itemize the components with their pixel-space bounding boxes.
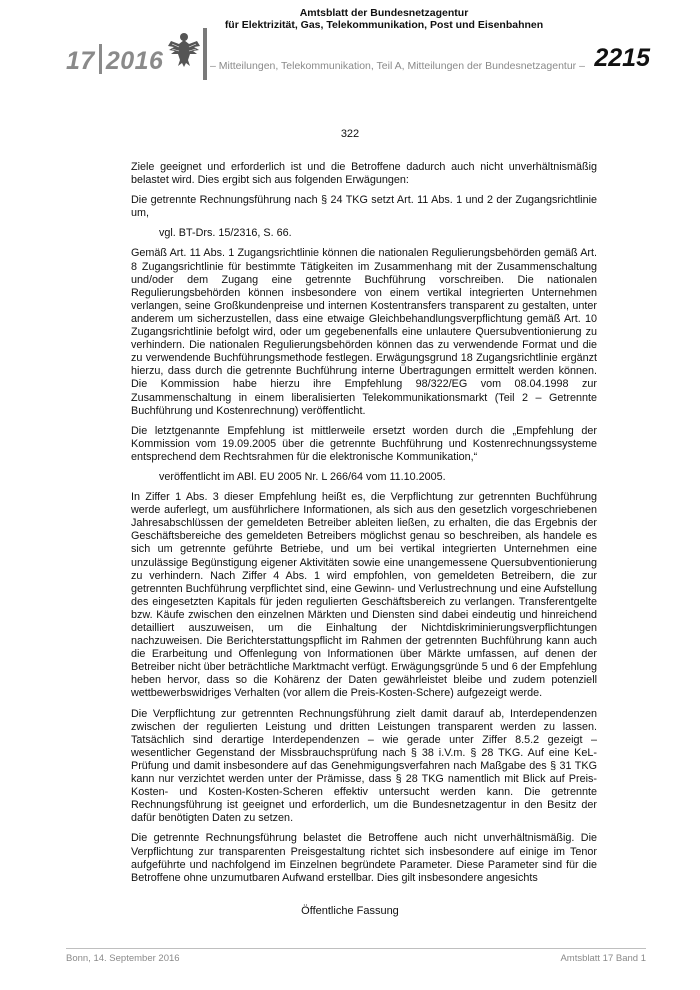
- citation: veröffentlicht im ABl. EU 2005 Nr. L 266/64 vom 11.10.2005.: [159, 470, 446, 483]
- page-number: 2215: [594, 44, 650, 72]
- gazette-title-line1: Amtsblatt der Bundesnetzagentur: [299, 7, 469, 19]
- issue-year: 2016: [105, 47, 164, 75]
- gazette-title: [214, 7, 554, 31]
- footer-issue: Amtsblatt 17 Band 1: [560, 953, 646, 964]
- gazette-subtitle: – Mitteilungen, Telekommunikation, Teil A, Mitteilungen der Bundesnetzagentur –: [210, 60, 585, 72]
- page-header: [0, 0, 700, 90]
- paragraph: In Ziffer 1 Abs. 3 dieser Empfehlung heißt es, die Verpflichtung zur getrennten Buchführung werde auferlegt, um ausführlichere Informationen, als sich aus den gesetzlich vorgeschriebenen Jahresabschlüssen der gemeldeten Betreiber ableiten ließen, zu erhalten, die das Ergebnis der Geschäftsbereiche des gemeldeten Betreibers möglichst genau so beschreiben, als handele es sich um getrennte geführte Betriebe, und um bei vertikal integrierten Unternehmen eine unzulässige Begünstigung eigener Aktivitäten sowie eine unangemessene Quersubventionierung zu verhindern. Nach Ziffer 4 Abs. 1 wird empfohlen, von gemeldeten Betreibern, die zur getrennten Buchführung verpflichtet sind, eine Gewinn- und Verlustrechnung und eine Aufstellung des eingesetzten Kapitals für jeden regulierten Geschäftsbereich zu verlangen. Transferentgelte bzw. Käufe zwischen den einzelnen Märkten und Diensten sind dabei eindeutig und hinreichend detailliert auszuweisen, um die Einhaltung der Nichtdiskriminierungsverpflichtungen nachzuweisen. Die Berichterstattungspflicht im Rahmen der getrennten Buchführung kann auch die Erarbeitung und Offenlegung von Informationen über Märkte umfassen, auf denen der Betreiber nicht über beträchtliche Marktmacht verfügt. Erwägungsgründe 5 und 6 der Empfehlung heben hervor, dass so die Kohärenz der Daten gewährleistet bleibe und zudem potenziell wettbewerbswidriges Verhalten (vor allem die Preis-Kosten-Schere) aufgezeigt werde.: [131, 491, 597, 700]
- paragraph: Die getrennte Rechnungsführung belastet die Betroffene auch nicht unverhältnismäßig. Die Verpflichtung zur transparenten Preisgestaltung richtet sich insbesondere auf einige im Tenor aufgeführte und nachfolgend im Einzelnen begründete Parameter. Diese Parameter sind für die Betroffene ohne unzumutbaren Aufwand erstellbar. Dies gilt insbesondere angesichts: [131, 832, 597, 884]
- paragraph: Ziele geeignet und erforderlich ist und die Betroffene dadurch auch nicht unverhältnismäßig belastet wird. Dies ergibt sich aus folgenden Erwägungen:: [131, 161, 597, 187]
- paragraph: Die letztgenannte Empfehlung ist mittlerweile ersetzt worden durch die „Empfehlung der Kommission vom 19.09.2005 über die getrennte Buchführung und Kostenrechnungssysteme entsprechend dem Rechtsrahmen für die elektronische Kommunikation,“: [131, 424, 597, 463]
- public-version-label: Öffentliche Fassung: [301, 905, 399, 917]
- paragraph: Gemäß Art. 11 Abs. 1 Zugangsrichtlinie können die nationalen Regulierungsbehörden gemäß Art. 8 Zugangsrichtlinie für bestimmte Tätigkeiten im Zusammenhang mit der Zusammenschaltung und/oder dem Zugang eine getrennte Buchführung vorschreiben. Die nationalen Regulierungsbehörden können insbesondere von einem vertikal integrierten Unternehmen verlangen, seine Großkundenpreise und internen Kostentransfers transparent zu gestalten, unter anderem um sicherzustellen, dass eine etwaige Gleichbehandlungsverpflichtung gemäß Art. 10 Zugangsrichtlinie befolgt wird, oder um gegebenenfalls eine unlautere Quersubventionierung zu verhindern. Die nationalen Regulierungsbehörden können das zu verwendende Format und die zu verwendende Buchführungsmethode festlegen. Erwägungsgrund 18 Zugangsrichtlinie ergänzt hierzu, dass durch die getrennte Buchführung interne Übertragungen ermittelt werden können. Die Kommission habe hierzu ihre Empfehlung 98/322/EG vom 08.04.1998 zur Zusammenschaltung in einem liberalisierten Telekommunikationsmarkt (Teil 2 – Getrennte Buchführung und Kostenrechnung) veröffentlicht.: [131, 247, 597, 417]
- paragraph: Die Verpflichtung zur getrennten Rechnungsführung zielt damit darauf ab, Interdependenzen zwischen der regulierten Leistung und dritten Leistungen transparent werden zu lassen. Tatsächlich sind derartige Interdependenzen – wie gerade unter Ziffer 8.5.2 gezeigt – wesentlicher Gegenstand der Missbrauchsprüfung nach § 38 i.V.m. § 28 TKG. Auf eine KeL-Prüfung und damit insbesondere auf das Genehmigungsverfahren nach Maßgabe des § 31 TKG kann nur verzichtet werden unter der Prämisse, dass § 28 TKG namentlich mit Blick auf Preis-Kosten- und Kosten-Kosten-Scheren effektiv untersucht werden kann. Die getrennte Rechnungsführung ist geeignet und erforderlich, um die Bundesnetzagentur in den Besitz der dafür benötigten Daten zu setzen.: [131, 707, 597, 825]
- issue-label: [66, 44, 163, 76]
- document-body: [131, 161, 597, 892]
- header-divider: [203, 28, 207, 80]
- footer-date: Bonn, 14. September 2016: [66, 953, 180, 964]
- paragraph: Die getrennte Rechnungsführung nach § 24 TKG setzt Art. 11 Abs. 1 und 2 der Zugangsrichtlinie um,: [131, 194, 597, 220]
- issue-number: 17: [66, 47, 95, 75]
- gazette-title-line2: für Elektrizität, Gas, Telekommunikation, Post und Eisenbahnen: [224, 19, 544, 31]
- issue-separator: [99, 44, 102, 74]
- footer-divider: [66, 948, 646, 949]
- federal-eagle-icon: [166, 30, 202, 70]
- citation: vgl. BT-Drs. 15/2316, S. 66.: [159, 227, 292, 240]
- document-number: 322: [340, 128, 360, 140]
